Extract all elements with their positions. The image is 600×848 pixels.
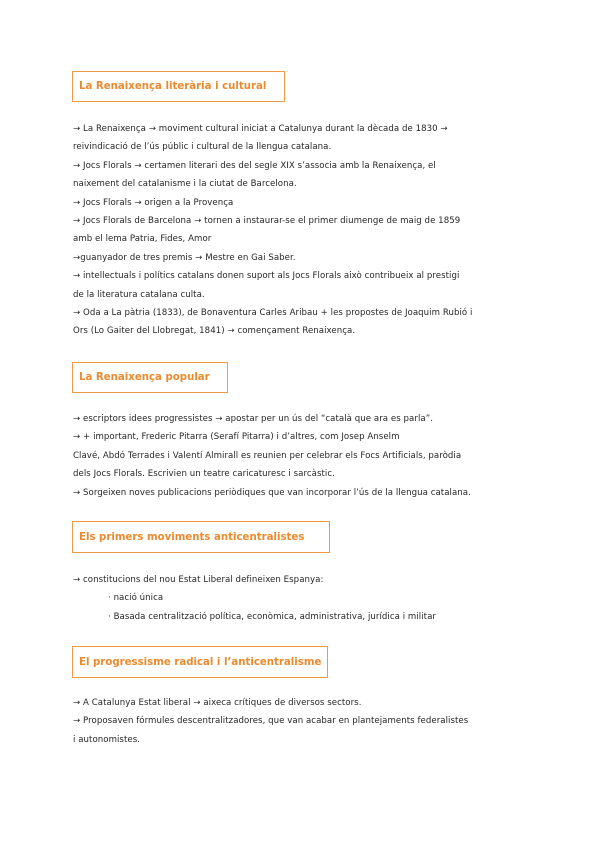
- paragraph-line: dels Jocs Florals. Escrivien un teatre caricaturesc i sarcàstic.: [73, 469, 335, 480]
- section-heading-text: El progressisme radical i l’anticentralisme: [79, 656, 322, 668]
- paragraph-line: Clavé, Abdó Terrades i Valentí Almirall es reunien per celebrar els Focs Artificials, paròdia: [73, 450, 462, 461]
- paragraph-line: → Proposaven fórmules descentralitzadores, que van acabar en plantejaments federalistes: [73, 716, 469, 727]
- paragraph-line: → + important, Frederic Pitarra (Serafí Pitarra) i d’altres, com Josep Anselm: [73, 432, 400, 443]
- paragraph-line: →guanyador de tres premis → Mestre en Gai Saber.: [73, 252, 296, 263]
- paragraph-line: naixement del catalanisme i la ciutat de Barcelona.: [73, 179, 297, 190]
- section-body-renaixenca-popular: [73, 410, 543, 502]
- paragraph-line: → A Catalunya Estat liberal → aixeca crítiques de diversos sectors.: [73, 698, 362, 708]
- section-heading-text: Els primers moviments anticentralistes: [79, 531, 305, 543]
- paragraph-line: reivindicació de l’ús públic i cultural de la llengua catalana.: [73, 142, 332, 153]
- paragraph-line: Ors (Lo Gaiter del Llobregat, 1841) → començament Renaixença.: [73, 326, 356, 337]
- section-body-renaixenca-literaria: [73, 120, 543, 341]
- section-heading-text: La Renaixença popular: [79, 372, 210, 383]
- paragraph-line: amb el lema Patria, Fides, Amor: [73, 234, 212, 245]
- section-body-progressisme-radical: [73, 694, 543, 749]
- bullet-item: · Basada centralització política, econòmica, administrativa, jurídica i militar: [108, 611, 436, 622]
- section-heading-moviments-anticentralistes: [72, 521, 330, 553]
- section-heading-renaixenca-popular: [72, 362, 228, 393]
- paragraph-line: de la literatura catalana culta.: [73, 289, 205, 300]
- paragraph-line: → La Renaixença → moviment cultural iniciat a Catalunya durant la dècada de 1830 →: [73, 124, 448, 134]
- bullet-item: · nació única: [108, 593, 164, 604]
- paragraph-line: → Jocs Florals → certamen literari des del segle XIX s’associa amb la Renaixença, el: [73, 160, 436, 171]
- paragraph-line: → constitucions del nou Estat Liberal defineixen Espanya:: [73, 575, 324, 585]
- paragraph-line: → escriptors idees progressistes → apostar per un ús del “català que ara es parla”.: [73, 414, 433, 424]
- section-heading-renaixenca-literaria: [72, 71, 285, 102]
- paragraph-line: → Jocs Florals de Barcelona → tornen a instaurar-se el primer diumenge de maig de 1859: [73, 216, 461, 227]
- section-heading-progressisme-radical: [72, 646, 328, 678]
- section-body-moviments-anticentralistes: [73, 571, 543, 626]
- paragraph-line: → Sorgeixen noves publicacions periòdiques que van incorporar l’ús de la llengua catalana.: [73, 487, 471, 498]
- paragraph-line: i autonomistes.: [73, 734, 141, 745]
- paragraph-line: → Oda a La pàtria (1833), de Bonaventura Carles Aribau + les propostes de Joaquim Rubió i: [73, 308, 473, 319]
- paragraph-line: → intellectuals i polítics catalans donen suport als Jocs Florals això contribueix al prestigi: [73, 271, 460, 282]
- section-heading-text: La Renaixença literària i cultural: [79, 81, 267, 92]
- paragraph-line: → Jocs Florals → origen a la Provença: [73, 197, 234, 208]
